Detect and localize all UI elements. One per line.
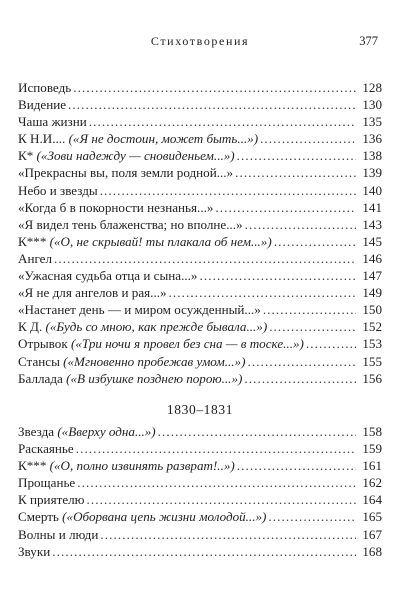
toc-entry-title bbox=[18, 440, 76, 457]
toc-entry-page: 139 bbox=[362, 165, 382, 181]
toc-entry-first-line: («Зови надежду — сновиденьем...») bbox=[33, 148, 235, 164]
toc-entry-title-main: К приятелю bbox=[18, 492, 85, 508]
toc-entry-page: 165 bbox=[362, 509, 382, 525]
toc-dot-leader bbox=[263, 301, 356, 318]
toc-entry-page: 141 bbox=[362, 199, 382, 215]
toc-entry-title-main: «Я не для ангелов и рая...» bbox=[18, 285, 167, 301]
table-of-contents bbox=[18, 79, 382, 387]
table-of-contents-section bbox=[18, 423, 382, 560]
toc-entry-first-line: («Мгновенно пробежав умом...») bbox=[59, 353, 246, 369]
toc-entry-title-main: «Настанет день — и миром осужденный...» bbox=[18, 302, 261, 318]
toc-entry bbox=[18, 216, 382, 233]
toc-entry-title-main: «Ужасная судьба отца и сына...» bbox=[18, 268, 198, 284]
toc-entry-first-line: («О, полно извинять разврат!..») bbox=[46, 458, 235, 474]
toc-entry-page: 158 bbox=[362, 424, 382, 439]
toc-dot-leader bbox=[52, 543, 356, 560]
toc-entry-page: 135 bbox=[362, 114, 382, 130]
toc-entry-page: 167 bbox=[362, 526, 382, 542]
toc-entry-page: 140 bbox=[362, 182, 382, 198]
toc-entry bbox=[18, 335, 382, 352]
toc-entry bbox=[18, 147, 382, 164]
toc-entry-page: 147 bbox=[362, 268, 382, 284]
toc-entry-title bbox=[18, 457, 237, 474]
toc-entry-page: 152 bbox=[362, 319, 382, 335]
toc-entry-title bbox=[18, 96, 68, 113]
toc-dot-leader bbox=[215, 199, 356, 216]
toc-dot-leader bbox=[247, 353, 356, 370]
toc-entry-page: 138 bbox=[362, 148, 382, 164]
toc-entry-title bbox=[18, 267, 199, 284]
toc-dot-leader bbox=[89, 113, 356, 130]
toc-entry-title-main: К Н.И.... bbox=[18, 131, 66, 147]
toc-entry bbox=[18, 267, 382, 284]
toc-entry-page: 168 bbox=[362, 543, 382, 559]
toc-entry-title bbox=[18, 301, 263, 318]
running-head bbox=[18, 34, 382, 52]
toc-dot-leader bbox=[86, 491, 356, 508]
toc-entry-title bbox=[18, 335, 306, 352]
toc-entry-title-main: К*** bbox=[18, 233, 47, 249]
toc-entry-title bbox=[18, 216, 245, 233]
toc-entry-title bbox=[18, 233, 274, 250]
toc-entry-page: 164 bbox=[362, 492, 382, 508]
toc-entry-title-main: Небо и звезды bbox=[18, 182, 98, 198]
page-number: 377 bbox=[359, 34, 378, 48]
toc-entry bbox=[18, 457, 382, 474]
toc-dot-leader bbox=[237, 457, 356, 474]
toc-entry-page: 159 bbox=[362, 441, 382, 457]
toc-entry bbox=[18, 250, 382, 267]
toc-dot-leader bbox=[244, 370, 356, 387]
toc-entry bbox=[18, 543, 382, 560]
toc-dot-leader bbox=[237, 147, 356, 164]
toc-dot-leader bbox=[68, 96, 356, 113]
toc-dot-leader bbox=[54, 250, 356, 267]
toc-dot-leader bbox=[245, 216, 356, 233]
toc-dot-leader bbox=[76, 440, 356, 457]
toc-entry-title-main: К* bbox=[18, 148, 34, 164]
toc-entry-title bbox=[18, 508, 268, 525]
toc-entry bbox=[18, 233, 382, 250]
toc-dot-leader bbox=[306, 335, 356, 352]
toc-entry-page: 130 bbox=[362, 97, 382, 113]
toc-entry-page: 145 bbox=[362, 233, 382, 249]
running-title: Стихотворения bbox=[150, 34, 250, 48]
toc-entry-title-main: «Я видел тень блаженства; но вполне...» bbox=[18, 216, 243, 232]
toc-entry-page: 161 bbox=[362, 458, 382, 474]
toc-dot-leader bbox=[235, 164, 356, 181]
toc-entry-title bbox=[18, 474, 77, 491]
toc-entry-title-main: Отрывок bbox=[18, 336, 68, 352]
toc-entry-title-main: Ангел bbox=[18, 250, 53, 266]
toc-entry-page: 153 bbox=[362, 336, 382, 352]
toc-entry-page: 156 bbox=[362, 370, 382, 386]
toc-entry-title-main: К*** bbox=[18, 458, 47, 474]
toc-entry-title bbox=[18, 182, 100, 199]
toc-entry bbox=[18, 508, 382, 525]
toc-entry-title bbox=[18, 113, 89, 130]
toc-entry-title bbox=[18, 147, 237, 164]
toc-entry-title-main: Раскаянье bbox=[18, 441, 74, 457]
toc-entry-title bbox=[18, 250, 54, 267]
toc-entry-title-main: Звезда bbox=[18, 424, 55, 439]
toc-entry bbox=[18, 318, 382, 335]
toc-entry-title-main: «Когда б в покорности незнанья...» bbox=[18, 199, 214, 215]
toc-entry bbox=[18, 113, 382, 130]
toc-dot-leader bbox=[260, 130, 356, 147]
toc-entry bbox=[18, 164, 382, 181]
toc-entry-title-main: Смерть bbox=[18, 509, 59, 525]
toc-entry bbox=[18, 474, 382, 491]
toc-entry bbox=[18, 423, 382, 440]
toc-entry-title-main: Чаша жизни bbox=[18, 114, 87, 130]
toc-entry bbox=[18, 353, 382, 370]
toc-entry bbox=[18, 130, 382, 147]
toc-entry bbox=[18, 491, 382, 508]
toc-entry-title-main: «Прекрасны вы, поля земли родной...» bbox=[18, 165, 234, 181]
toc-entry-page: 162 bbox=[362, 475, 382, 491]
toc-entry-first-line: («Вверху одна...») bbox=[54, 424, 156, 439]
toc-entry-title-main: Баллада bbox=[18, 370, 63, 386]
toc-entry-page: 143 bbox=[362, 216, 382, 232]
toc-entry-title bbox=[18, 353, 247, 370]
toc-entry-title bbox=[18, 526, 100, 543]
section-heading: 1830–1831 bbox=[166, 402, 234, 417]
toc-entry-page: 150 bbox=[362, 302, 382, 318]
toc-entry-title bbox=[18, 491, 86, 508]
toc-entry bbox=[18, 301, 382, 318]
toc-entry-page: 155 bbox=[362, 353, 382, 369]
toc-entry-title-main: Прощанье bbox=[18, 475, 76, 491]
toc-entry-first-line: («Будь со мною, как прежде бывала...») bbox=[42, 319, 268, 335]
toc-entry-first-line: («О, не скрывай! ты плакала об нем...») bbox=[46, 233, 272, 249]
toc-entry-title bbox=[18, 370, 244, 387]
toc-entry bbox=[18, 96, 382, 113]
toc-entry-first-line: («Я не достоин, может быть...») bbox=[65, 131, 259, 147]
toc-entry-title bbox=[18, 79, 73, 96]
toc-entry-first-line: («В избушке позднею порою...») bbox=[62, 370, 243, 386]
toc-entry bbox=[18, 182, 382, 199]
toc-entry-title bbox=[18, 543, 52, 560]
toc-dot-leader bbox=[73, 79, 356, 96]
toc-entry-title-main: Звуки bbox=[18, 543, 51, 559]
toc-dot-leader bbox=[100, 526, 356, 543]
toc-entry-first-line: («Три ночи я провел без сна — в тоске...») bbox=[67, 336, 304, 352]
toc-entry bbox=[18, 526, 382, 543]
toc-entry-page: 136 bbox=[362, 131, 382, 147]
toc-dot-leader bbox=[169, 284, 356, 301]
toc-entry-title bbox=[18, 130, 260, 147]
toc-entry bbox=[18, 199, 382, 216]
toc-entry-title bbox=[18, 164, 235, 181]
toc-entry-title-main: Видение bbox=[18, 97, 67, 113]
toc-dot-leader bbox=[77, 474, 356, 491]
toc-entry-title-main: Волны и люди bbox=[18, 526, 99, 542]
toc-entry-title-main: К Д. bbox=[18, 319, 43, 335]
toc-entry-title-main: Исповедь bbox=[18, 80, 72, 95]
toc-entry-title bbox=[18, 284, 169, 301]
toc-entry-title-main: Стансы bbox=[18, 353, 60, 369]
toc-entry-first-line: («Оборвана цепь жизни молодой...») bbox=[58, 509, 267, 525]
toc-dot-leader bbox=[158, 423, 356, 440]
toc-entry-title bbox=[18, 423, 158, 440]
toc-dot-leader bbox=[269, 318, 356, 335]
toc-dot-leader bbox=[268, 508, 356, 525]
toc-dot-leader bbox=[274, 233, 356, 250]
toc-entry-title bbox=[18, 199, 215, 216]
toc-entry-page: 146 bbox=[362, 250, 382, 266]
toc-entry bbox=[18, 370, 382, 387]
toc-entry bbox=[18, 79, 382, 96]
toc-dot-leader bbox=[199, 267, 356, 284]
toc-entry bbox=[18, 284, 382, 301]
toc-entry bbox=[18, 440, 382, 457]
toc-entry-title bbox=[18, 318, 269, 335]
toc-entry-page: 149 bbox=[362, 285, 382, 301]
toc-dot-leader bbox=[100, 182, 356, 199]
toc-entry-page: 128 bbox=[362, 80, 382, 95]
